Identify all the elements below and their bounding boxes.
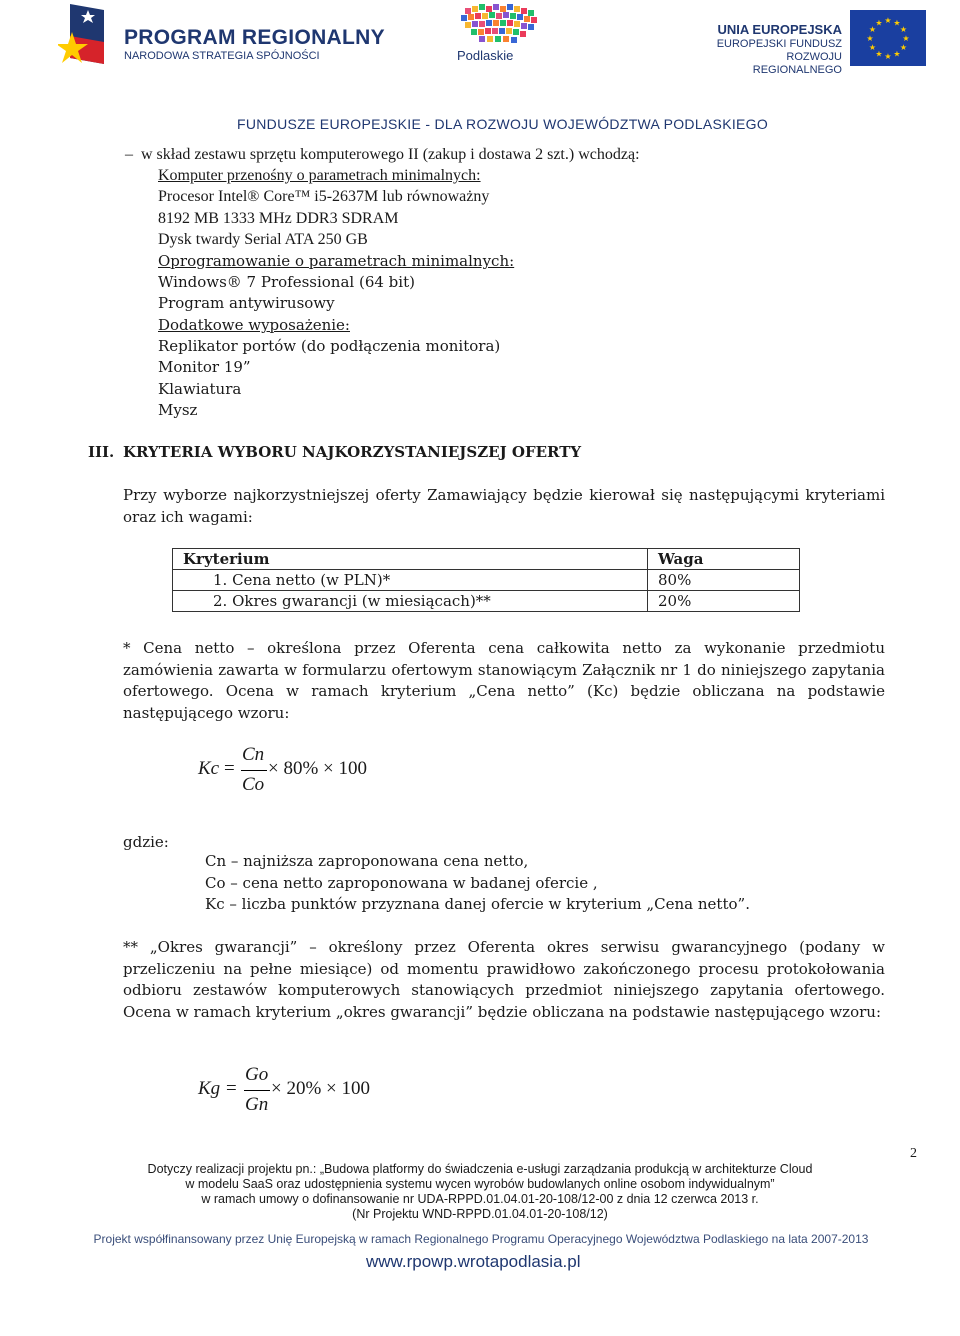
extras-item: Klawiatura xyxy=(158,380,242,398)
svg-text:★: ★ xyxy=(899,25,908,34)
formula-rest: × 20% × 100 xyxy=(271,1078,371,1099)
formula-numerator: Go xyxy=(245,1064,269,1085)
software-item: Program antywirusowy xyxy=(158,294,335,312)
extras-item: Mysz xyxy=(158,401,198,419)
project-line: Dotyczy realizacji projektu pn.: „Budowa platformy do świadczenia e-usługi zarządzania produkcją w architekturze Cloud xyxy=(147,1162,813,1176)
formula-rest: × 80% × 100 xyxy=(268,758,368,779)
table-header-cell: Waga xyxy=(648,549,800,570)
software-heading: Oprogramowanie o parametrach minimalnych: xyxy=(158,252,515,270)
table-cell: 80% xyxy=(648,570,800,591)
laptop-item: 8192 MB 1333 MHz DDR3 SDRAM xyxy=(158,210,399,227)
price-note: * Cena netto – określona przez Oferenta cena całkowita netto za wykonanie przedmiotu zamówienia zawarta w formularzu ofertowym stanowiącym Załącznik nr 1 do niniejszego zapytania ofertowego. Ocena w ramach kryterium „Cena netto” (Kc) będzie obliczana na podstawie następującego wzoru: xyxy=(123,639,885,722)
fundusze-tagline: FUNDUSZE EUROPEJSKIE - DLA ROZWOJU WOJEWÓDZTWA PODLASKIEGO xyxy=(237,116,769,132)
project-line: w ramach umowy o dofinansowanie nr UDA-RPPD.01.04.01-20-108/12-00 z dnia 12 czerwca 2013 r. xyxy=(201,1192,759,1206)
table-cell: 1. Cena netto (w PLN)* xyxy=(173,570,648,591)
svg-text:★: ★ xyxy=(893,49,901,59)
svg-text:★: ★ xyxy=(875,49,883,59)
extras-heading: Dodatkowe wyposażenie: xyxy=(158,316,350,334)
eu-stars-icon xyxy=(850,10,926,66)
fraction-line xyxy=(244,1090,270,1091)
svg-text:★: ★ xyxy=(875,18,883,28)
region-name: Podlaskie xyxy=(457,48,514,63)
warranty-note: ** „Okres gwarancji” – określony przez Oferenta okres serwisu gwarancyjnego (podany w przeliczeniu na pełne miesiące) od momentu prawidłowo zakończonego procesu protokołowania odbioru zestawów komputerowych stanowiących przedmiot niniejszego zapytania ofertowego. Ocena w ramach kryterium „okres gwarancji” będzie obliczana na podstawie następującego wzoru: xyxy=(123,938,885,1021)
podlaskie-mosaic-icon xyxy=(455,2,550,52)
formula-eq: = xyxy=(224,758,235,779)
project-line: (Nr Projektu WND-RPPD.01.04.01-20-108/12) xyxy=(352,1207,608,1221)
table-row xyxy=(173,570,800,591)
program-subtitle: NARODOWA STRATEGIA SPÓJNOŚCI xyxy=(124,50,320,62)
equipment-intro xyxy=(125,144,640,166)
program-title: PROGRAM REGIONALNY xyxy=(124,26,385,49)
podlaskie-logo xyxy=(455,2,550,66)
project-line: w modelu SaaS oraz udostępnienia systemu wycen wyrobów budowlanych online osobom indywidualnym” xyxy=(185,1177,775,1191)
formula-denominator: Gn xyxy=(245,1094,269,1115)
eu-fund-line1: EUROPEJSKI FUNDUSZ xyxy=(716,38,842,50)
where-label: gdzie: xyxy=(123,833,169,851)
svg-text:★: ★ xyxy=(893,18,901,28)
table-row xyxy=(173,591,800,612)
criteria-intro: Przy wyborze najkorzystniejszej oferty Zamawiający będzie kierował się następującymi kryteriami oraz ich wagami: xyxy=(123,486,885,526)
svg-text:★: ★ xyxy=(884,52,892,61)
svg-text:★: ★ xyxy=(884,16,892,25)
laptop-heading: Komputer przenośny o parametrach minimalnych: xyxy=(158,167,481,184)
laptop-item: Dysk twardy Serial ATA 250 GB xyxy=(158,231,368,248)
cofinanced-note: Projekt współfinansowany przez Unię Europejską w ramach Regionalnego Programu Operacyjnego Województwa Podlaskiego na lata 2007-2013 xyxy=(93,1232,869,1246)
criteria-table xyxy=(172,548,800,612)
eu-fund-line2: ROZWOJU REGIONALNEGO xyxy=(752,51,842,76)
table-cell: 2. Okres gwarancji (w miesiącach)** xyxy=(173,591,648,612)
where-item: Cn – najniższa zaproponowana cena netto, xyxy=(205,852,529,870)
eu-title: UNIA EUROPEJSKA xyxy=(717,22,842,37)
page-number: 2 xyxy=(910,1146,917,1161)
svg-text:★: ★ xyxy=(868,43,877,52)
laptop-item: Procesor Intel® Core™ i5-2637M lub równoważny xyxy=(158,188,490,205)
table-header-row xyxy=(173,549,800,570)
equipment-intro-text: w skład zestawu sprzętu komputerowego II (zakup i dostawa 2 szt.) wchodzą: xyxy=(141,146,640,163)
svg-text:★: ★ xyxy=(899,43,908,52)
formula-kg xyxy=(198,1066,398,1122)
formula-kc xyxy=(198,746,398,802)
formula-lhs: Kc xyxy=(198,758,220,779)
website-url: www.rpowp.wrotapodlasia.pl xyxy=(366,1252,581,1271)
where-item: Co – cena netto zaproponowana w badanej ofercie , xyxy=(205,874,598,892)
star-flag-icon xyxy=(58,2,110,78)
program-regionalny-logo xyxy=(58,2,110,78)
extras-item: Monitor 19” xyxy=(158,358,251,376)
formula-denominator: Co xyxy=(242,774,265,795)
formula-lhs: Kg xyxy=(198,1078,221,1099)
section-number: III. xyxy=(88,443,115,461)
fraction-line xyxy=(241,770,267,771)
table-header-cell: Kryterium xyxy=(173,549,648,570)
section-title: KRYTERIA WYBORU NAJKORZYSTANIEJSZEJ OFERTY xyxy=(123,443,582,461)
where-item: Kc – liczba punktów przyznana danej ofercie w kryterium „Cena netto”. xyxy=(205,895,750,913)
dash-bullet: – xyxy=(125,146,141,163)
formula-eq: = xyxy=(226,1078,237,1099)
svg-text:★: ★ xyxy=(866,34,874,43)
svg-text:★: ★ xyxy=(868,25,877,34)
extras-item: Replikator portów (do podłączenia monitora) xyxy=(158,337,501,355)
table-cell: 20% xyxy=(648,591,800,612)
svg-text:★: ★ xyxy=(902,34,910,43)
formula-numerator: Cn xyxy=(242,744,265,765)
eu-flag xyxy=(850,10,926,66)
software-item: Windows® 7 Professional (64 bit) xyxy=(158,273,415,291)
